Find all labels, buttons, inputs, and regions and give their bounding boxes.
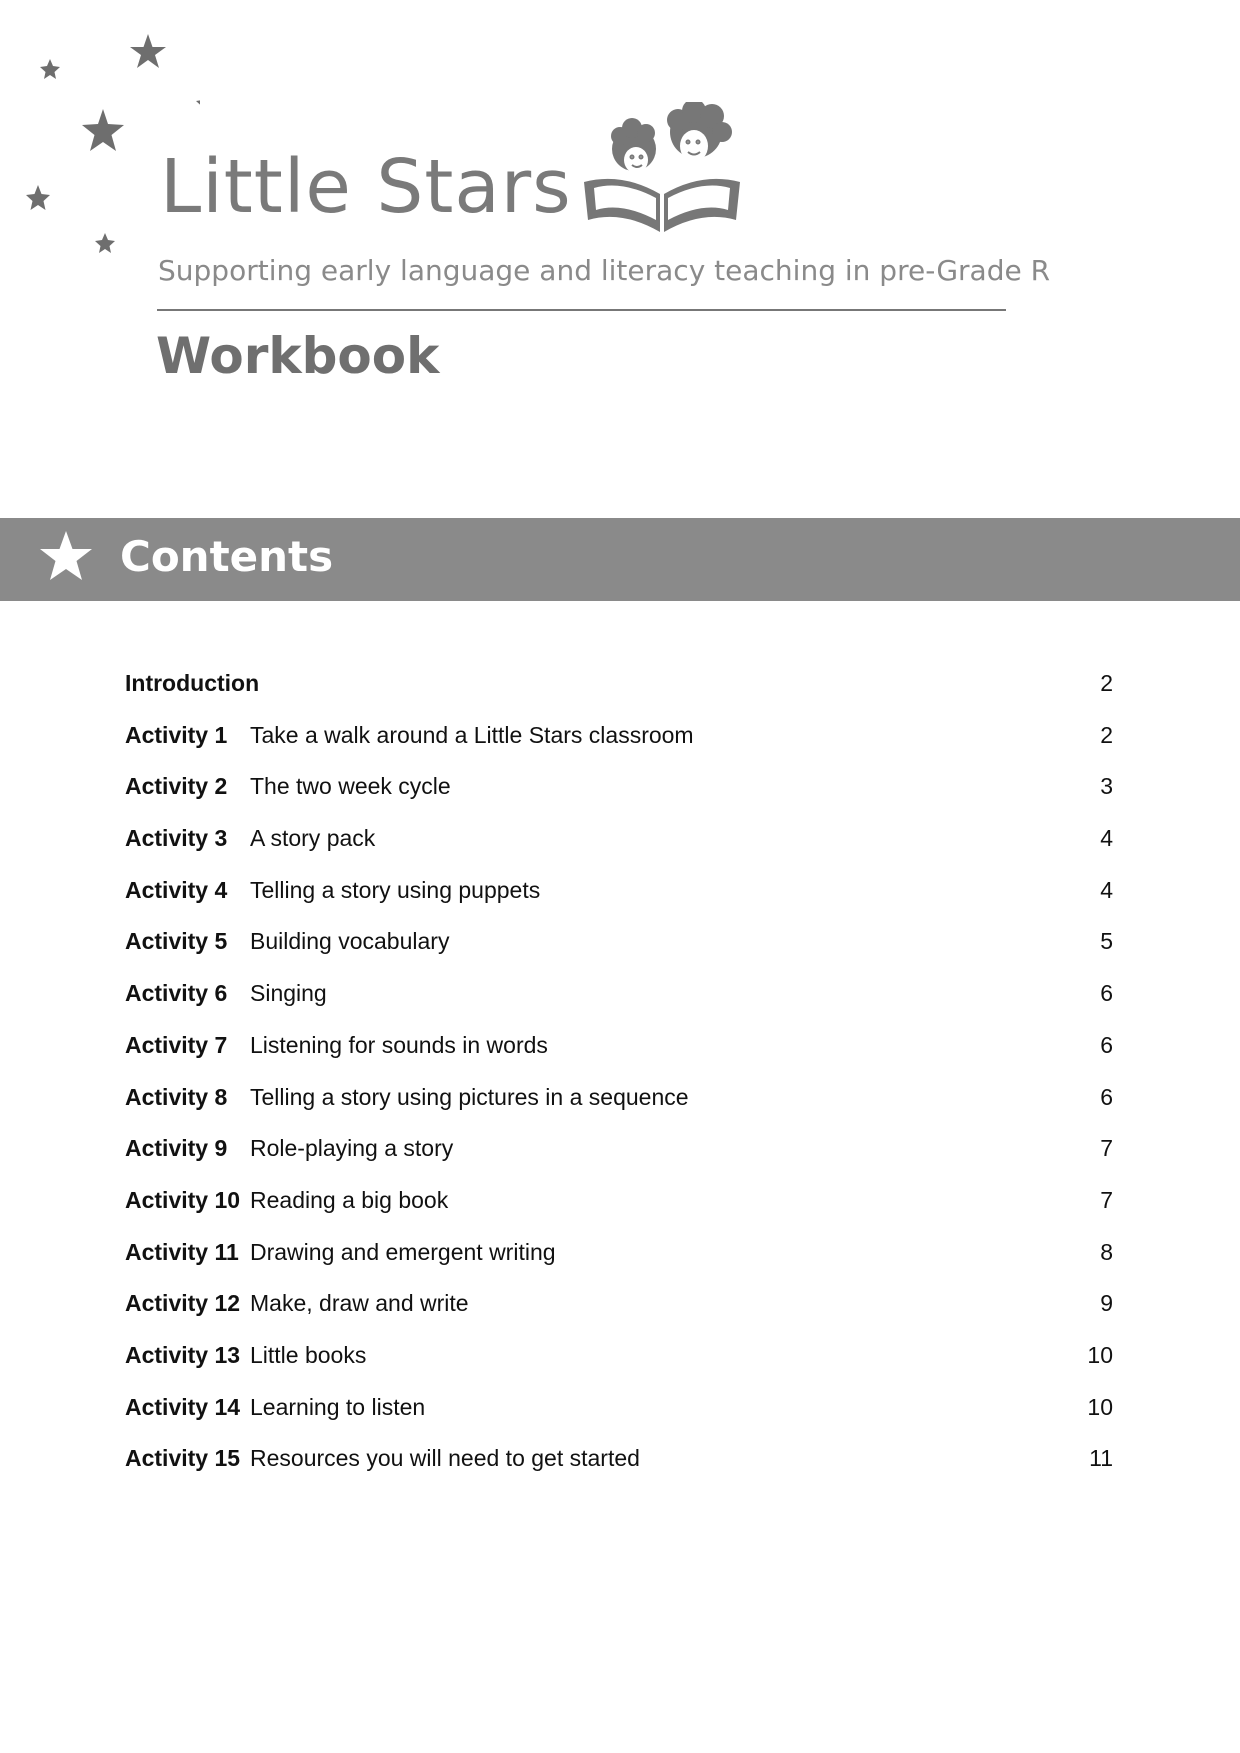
toc-entry[interactable] <box>125 1433 1113 1485</box>
toc-entry-title: Building vocabulary <box>250 928 450 955</box>
toc-entry[interactable] <box>125 813 1113 865</box>
toc-entry-page: 5 <box>1100 928 1113 955</box>
toc-entry-page: 6 <box>1100 1083 1113 1110</box>
toc-entry-label: Activity 6 <box>125 980 228 1007</box>
toc-entry[interactable] <box>125 710 1113 762</box>
toc-entry-page: 2 <box>1100 670 1113 696</box>
toc-entry-title: Telling a story using pictures in a sequence <box>250 1083 689 1110</box>
header-divider <box>157 309 1006 311</box>
toc-entry-title: Listening for sounds in words <box>250 1031 548 1058</box>
toc-entry-page: 8 <box>1100 1238 1113 1265</box>
toc-entry-page: 10 <box>1087 1341 1113 1368</box>
toc-entry[interactable] <box>125 1020 1113 1072</box>
toc-entry[interactable] <box>125 865 1113 917</box>
toc-entry-title: Reading a big book <box>250 1186 449 1213</box>
toc-entry-label: Activity 10 <box>125 1186 241 1213</box>
toc-entry-title: Singing <box>250 980 327 1007</box>
toc-entry-title: Resources you will need to get started <box>250 1445 640 1472</box>
toc-entry-label: Activity 8 <box>125 1083 228 1110</box>
toc-entry-page: 2 <box>1100 721 1113 748</box>
tagline: Supporting early language and literacy teaching in pre-Grade R <box>158 254 1051 287</box>
toc-entry[interactable] <box>125 916 1113 968</box>
stars-icon <box>0 0 200 280</box>
toc-entry-title: Drawing and emergent writing <box>250 1238 556 1265</box>
toc-entry-page: 3 <box>1100 773 1113 800</box>
toc-entry-title: The two week cycle <box>250 773 451 800</box>
toc-entry-page: 7 <box>1100 1186 1113 1213</box>
toc-entry-label: Activity 14 <box>125 1393 241 1420</box>
toc-entry-page: 10 <box>1087 1393 1113 1420</box>
document-type: Workbook <box>156 327 440 385</box>
children-reading-icon <box>582 102 742 240</box>
star-icon <box>38 529 94 585</box>
contents-banner <box>0 518 1240 601</box>
contents-heading: Contents <box>120 532 334 581</box>
toc-entry-label: Introduction <box>125 670 260 696</box>
toc-entry[interactable] <box>125 1175 1113 1227</box>
toc-entry-page: 6 <box>1100 980 1113 1007</box>
toc-entry[interactable] <box>125 1278 1113 1330</box>
toc-entry-label: Activity 7 <box>125 1031 228 1058</box>
toc-entry-label: Activity 3 <box>125 825 228 852</box>
toc-entry-title: Make, draw and write <box>250 1290 469 1317</box>
toc-entry-label: Activity 11 <box>125 1238 239 1265</box>
table-of-contents <box>125 658 1113 1485</box>
toc-entry[interactable] <box>125 1382 1113 1434</box>
toc-entry-label: Activity 15 <box>125 1445 241 1472</box>
toc-entry-label: Activity 2 <box>125 773 228 800</box>
toc-entry[interactable] <box>125 1330 1113 1382</box>
toc-entry-label: Activity 13 <box>125 1341 241 1368</box>
toc-entry-label: Activity 12 <box>125 1290 241 1317</box>
toc-entry-page: 9 <box>1100 1290 1113 1317</box>
toc-entry-page: 4 <box>1100 825 1113 852</box>
toc-entry-label: Activity 4 <box>125 876 228 903</box>
toc-entry-page: 11 <box>1089 1445 1113 1472</box>
toc-entry-title: Learning to listen <box>250 1393 426 1420</box>
toc-entry-label: Activity 5 <box>125 928 228 955</box>
toc-entry-title: A story pack <box>250 825 376 852</box>
toc-entry-title: Little books <box>250 1341 367 1368</box>
toc-entry-title: Take a walk around a Little Stars classroom <box>250 721 694 748</box>
toc-entry[interactable] <box>125 761 1113 813</box>
toc-entry[interactable] <box>125 658 1113 710</box>
toc-entry[interactable] <box>125 1123 1113 1175</box>
toc-entry-title: Role-playing a story <box>250 1135 454 1162</box>
toc-entry[interactable] <box>125 968 1113 1020</box>
toc-entry-page: 4 <box>1100 876 1113 903</box>
toc-entry-page: 7 <box>1100 1135 1113 1162</box>
toc-entry-page: 6 <box>1100 1031 1113 1058</box>
toc-entry-label: Activity 9 <box>125 1135 228 1162</box>
toc-entry-label: Activity 1 <box>125 721 228 748</box>
toc-entry[interactable] <box>125 1227 1113 1279</box>
brand-title: Little Stars <box>160 144 572 230</box>
toc-entry[interactable] <box>125 1072 1113 1124</box>
toc-entry-title: Telling a story using puppets <box>250 876 541 903</box>
